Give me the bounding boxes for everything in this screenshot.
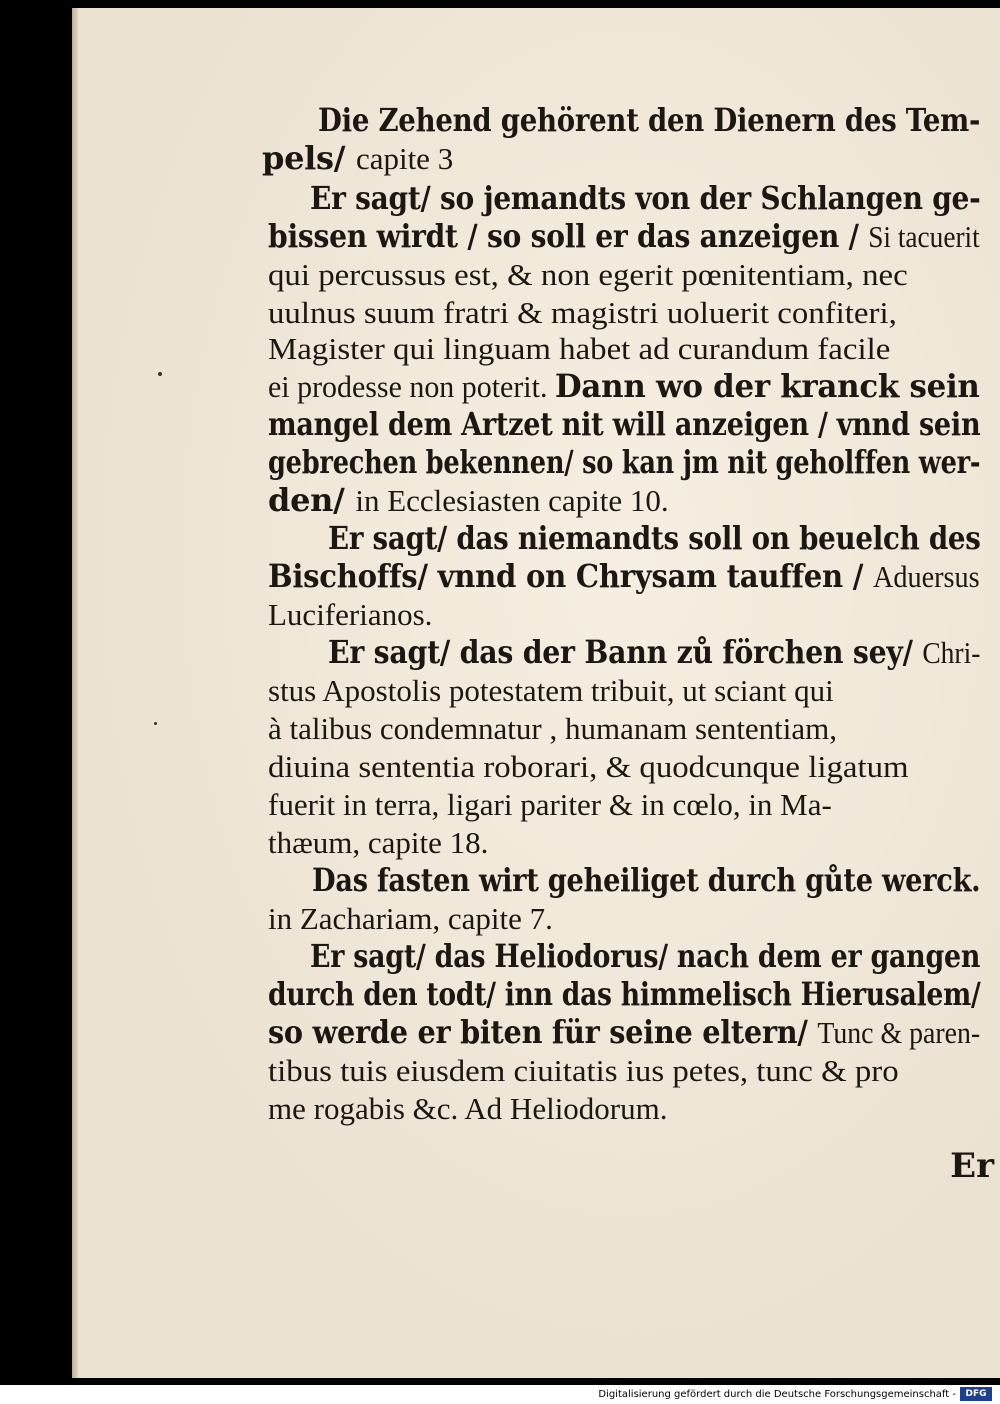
text-line (268, 1088, 668, 1129)
text-line (268, 556, 980, 597)
text-line (310, 178, 980, 218)
blackletter-text: pels/ (262, 139, 356, 177)
text-line (268, 254, 908, 295)
blackletter-text: Dann wo der kranck sein (554, 367, 980, 405)
latin-text: tibus tuis eiusdem ciuitatis ius petes, tunc & pro (268, 1053, 899, 1088)
text-line (268, 292, 897, 333)
latin-text: Tunc & paren- (817, 1015, 981, 1050)
text-line (318, 100, 980, 140)
latin-text: Si tacuerit (868, 219, 980, 254)
text-line (268, 480, 669, 521)
latin-text: Chri- (922, 635, 981, 670)
text-line (310, 936, 980, 976)
latin-text: me rogabis &c. Ad Heliodorum. (268, 1091, 668, 1126)
text-line (268, 366, 980, 407)
text-line (268, 442, 980, 482)
latin-text: fuerit in terra, ligari pariter & in cœlo, in Ma- (268, 787, 832, 822)
catchword: Er (950, 1146, 994, 1186)
text-line (328, 632, 980, 673)
latin-text: qui percussus est, & non egerit pœnitentiam, nec (268, 257, 908, 292)
latin-text: Magister qui linguam habet ad curandum facile (268, 331, 891, 366)
page-gutter-edge (72, 8, 78, 1378)
latin-text: in Zachariam, capite 7. (268, 901, 553, 936)
blackletter-text: Er sagt/ das Heliodorus/ nach dem er gangen (310, 937, 981, 975)
blackletter-text: so werde er biten für seine eltern/ (268, 1013, 818, 1051)
latin-text: thæum, capite 18. (268, 825, 489, 860)
text-line (268, 784, 832, 825)
footer-credit: Digitalisierung gefördert durch die Deutsche Forschungsgemeinschaft - (598, 1389, 956, 1400)
text-line (268, 328, 890, 369)
text-line (262, 138, 453, 179)
latin-text: ei prodesse non poterit. (268, 369, 555, 404)
text-line (268, 898, 553, 939)
dfg-logo: DFG (960, 1387, 992, 1401)
blackletter-text: Das fasten wirt geheiliget durch gůte werck. (312, 861, 981, 899)
latin-text: capite 3 (355, 141, 454, 176)
blackletter-text: bissen wirdt / so soll er das anzeigen / (268, 217, 869, 255)
blackletter-text: Er sagt/ das niemandts soll on beuelch des (328, 519, 981, 557)
text-line (268, 1050, 899, 1091)
text-line (268, 746, 909, 787)
latin-text: à talibus condemnatur , humanam sententiam, (268, 711, 838, 746)
blackletter-text: durch den todt/ inn das himmelisch Hierusalem/ (268, 975, 981, 1013)
blackletter-text: gebrechen bekennen/ so kan jm nit geholffen wer- (268, 443, 981, 481)
latin-text: diuina sententia roborari, & quodcunque ligatum (268, 749, 909, 784)
text-line (268, 670, 834, 711)
latin-text: uulnus suum fratri & magistri uoluerit confiteri, (268, 295, 897, 330)
blackletter-text: Er sagt/ so jemandts von der Schlangen ge- (310, 179, 981, 217)
latin-text: Aduersus (872, 559, 980, 594)
text-line (268, 822, 488, 863)
blackletter-text: Bischoffs/ vnnd on Chrysam tauffen / (268, 557, 873, 595)
ink-speck (154, 722, 157, 725)
text-line (328, 518, 981, 558)
blackletter-text: Er sagt/ das der Bann zů förchen sey/ (328, 633, 923, 671)
latin-text: stus Apostolis potestatem tribuit, ut sciant qui (268, 673, 834, 708)
text-line (268, 216, 980, 257)
text-line (312, 860, 980, 900)
blackletter-text: Die Zehend gehörent den Dienern des Tem- (318, 101, 981, 139)
blackletter-text: mangel dem Artzet nit will anzeigen / vnnd sein (268, 405, 981, 443)
text-line (268, 974, 980, 1014)
text-line (268, 404, 980, 444)
ink-speck (158, 372, 162, 376)
text-line (268, 708, 837, 749)
text-line (268, 1012, 980, 1053)
latin-text: in Ecclesiasten capite 10. (355, 483, 669, 518)
latin-text: Luciferianos. (268, 597, 433, 632)
text-line (268, 594, 432, 635)
blackletter-text: den/ (268, 481, 356, 519)
